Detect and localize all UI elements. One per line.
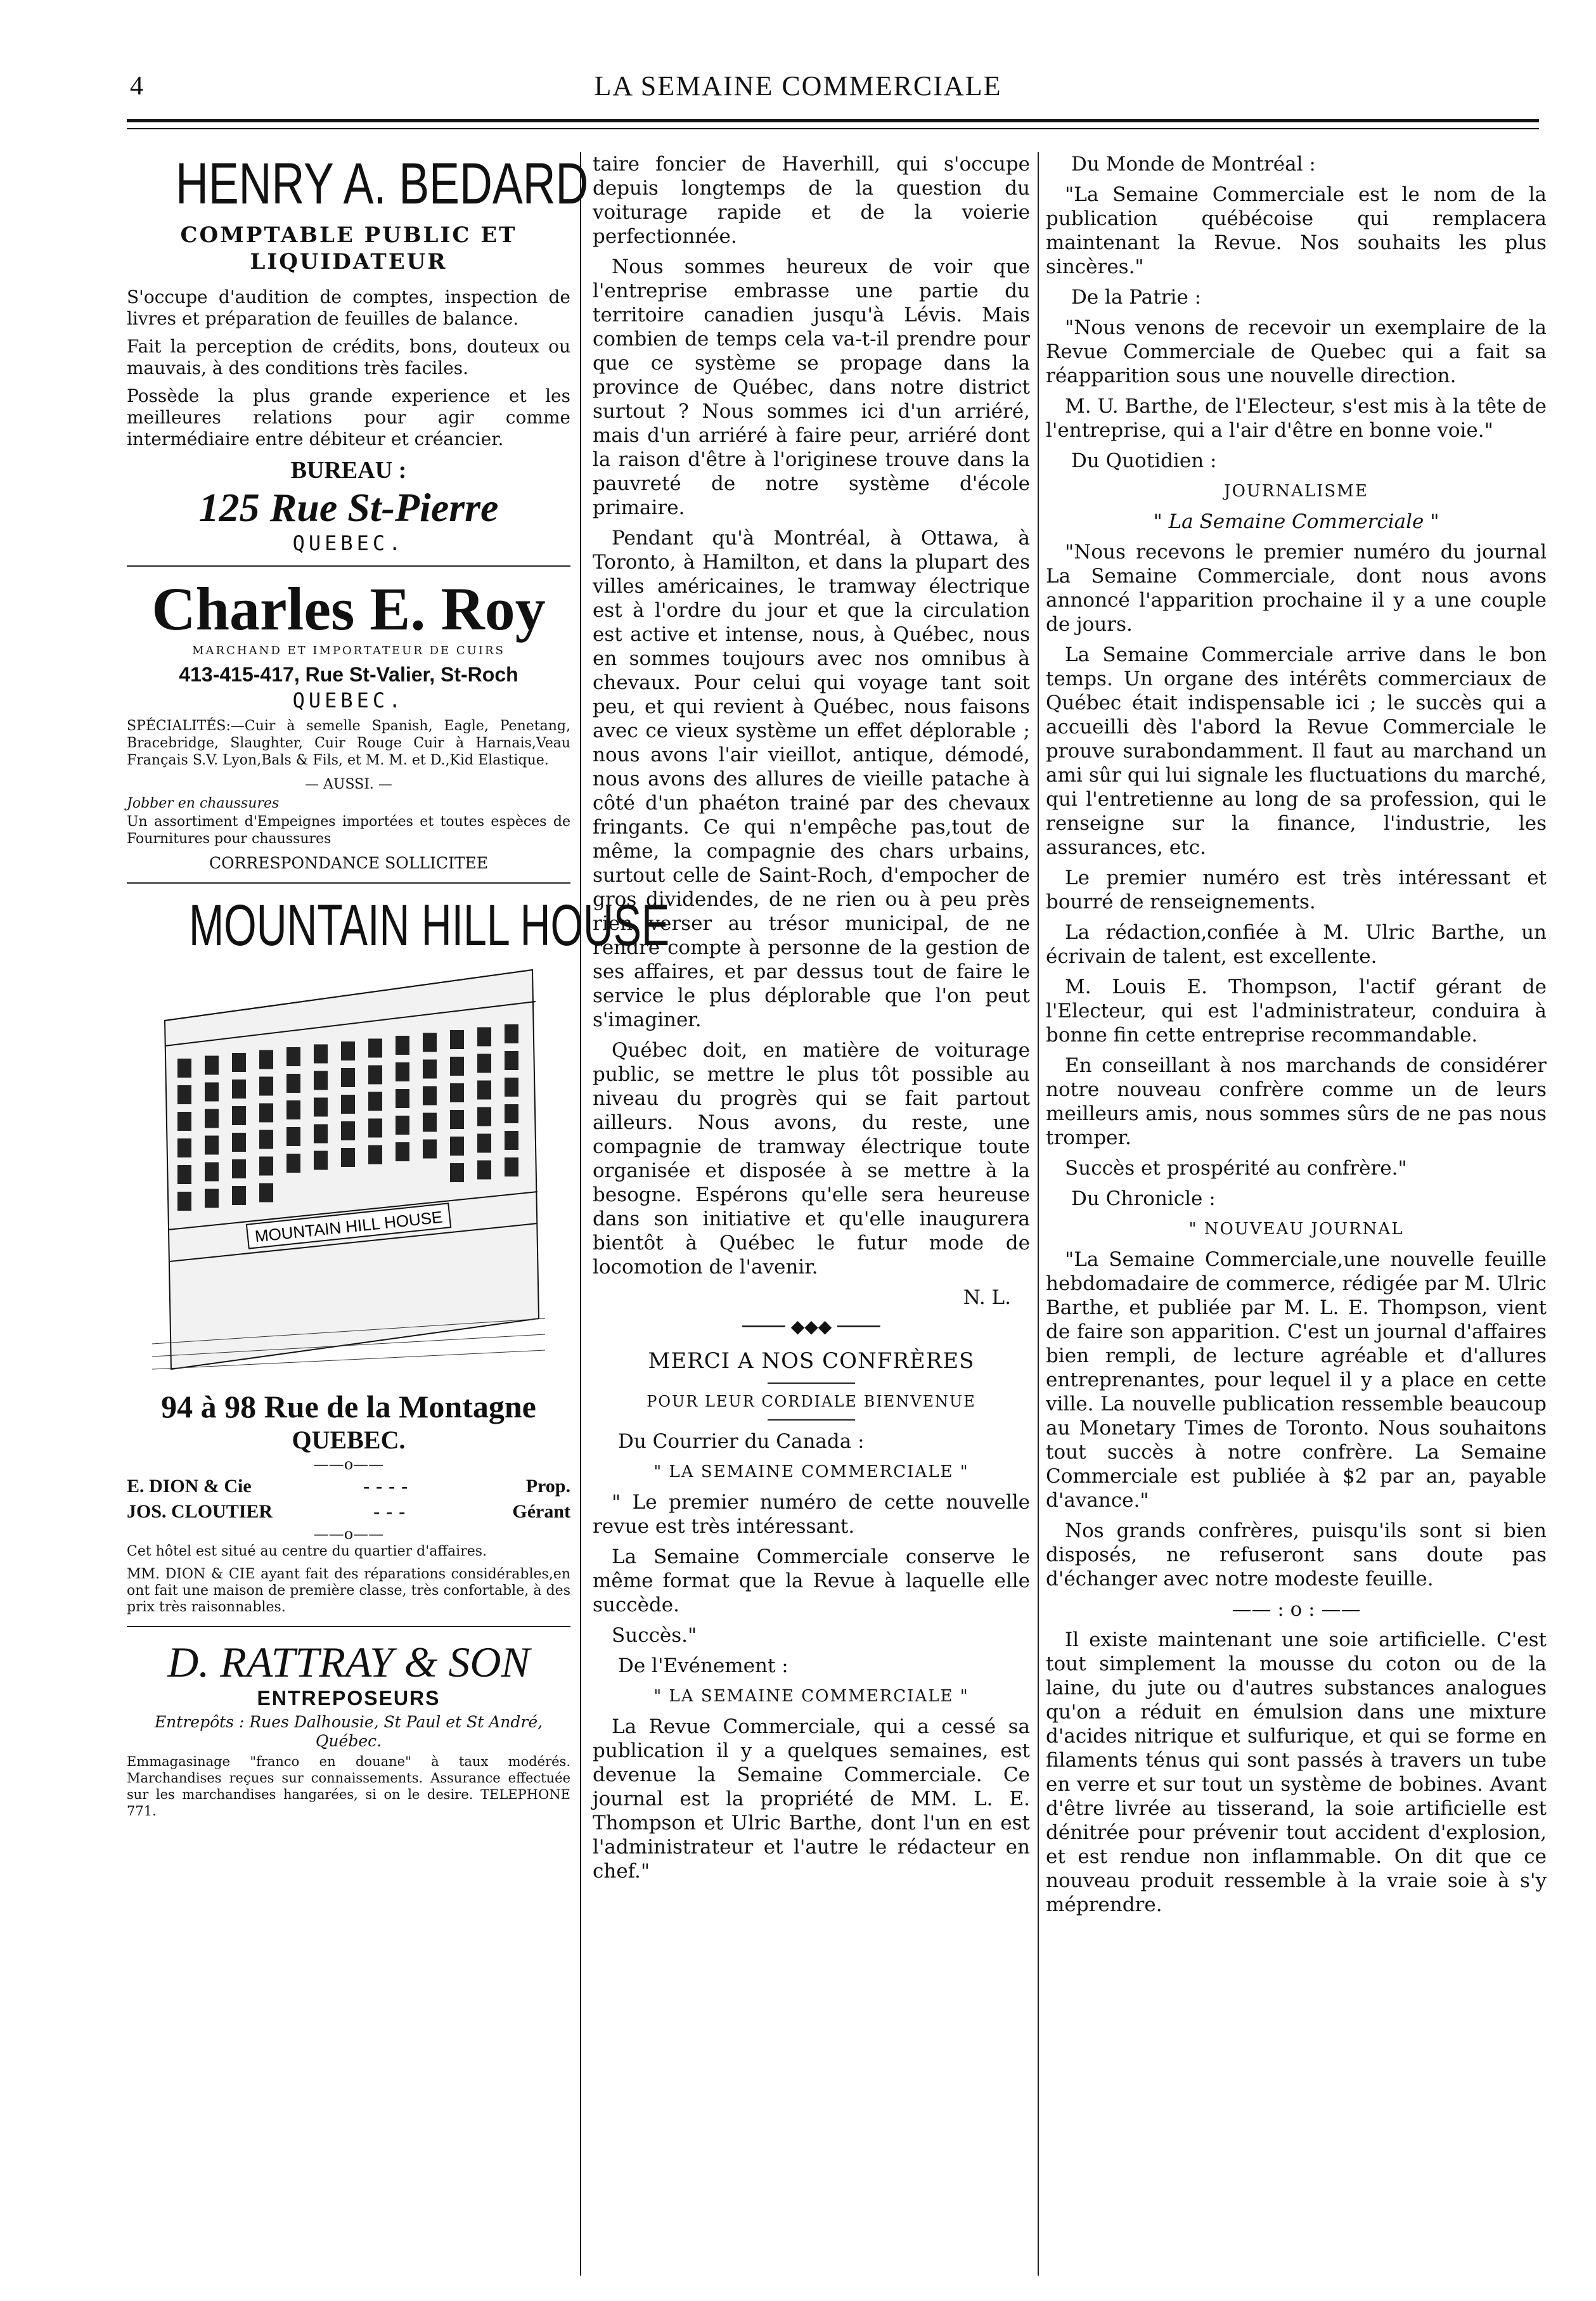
merci-subtitle: POUR LEUR CORDIALE BIENVENUE (647, 1393, 976, 1410)
hotel-window (396, 1142, 409, 1161)
hotel-window (341, 1121, 355, 1140)
roy-specialites: SPÉCIALITÉS:—Cuir à semelle Spanish, Eagle, Penetang, Bracebridge, Slaughter, Cuir Rouge Cuir à Harnais,Veau Français S.V. Lyon,Bals & Fils, et M. M. et D.,Kid Elastique. (127, 718, 570, 768)
hotel-window (314, 1125, 328, 1144)
hotel-window (450, 1163, 464, 1182)
hotel-window (450, 1110, 464, 1129)
page-number: 4 (130, 72, 143, 101)
hotel-window (286, 1100, 300, 1119)
hotel-window (477, 1028, 491, 1047)
mountain-deco: ——o—— (313, 1455, 384, 1473)
hotel-window (368, 1066, 382, 1085)
patrie-intro: De la Patrie : (1071, 286, 1202, 309)
hotel-window (286, 1154, 300, 1173)
hotel-window (177, 1138, 191, 1157)
hotel-window (505, 1024, 518, 1043)
quotidien-para-6: En conseillant à nos marchands de considérer notre nouveau confrère comme un de leurs meilleurs amis, nous sommes sûrs de ne pas nous tromper. (1046, 1054, 1547, 1149)
bedard-para-2: Fait la perception de crédits, bons, douteux ou mauvais, à des conditions très faciles. (127, 336, 570, 378)
hotel-window (259, 1157, 273, 1176)
evenement-para-1: La Revue Commerciale, qui a cessé sa publication il y a quelques semaines, est devenue la Semaine Commerciale. Ce journal est la propriété de MM. L. E. Thompson et Ulric Barthe, dont l'un en est l'administrateur et l'autre le rédacteur en chef." (593, 1715, 1030, 1883)
patrie-para-1: "Nous venons de recevoir un exemplaire de la Revue Commerciale de Quebec qui a fait sa réapparition sous une nouvelle direction. (1046, 316, 1547, 387)
roy-correspondance: CORRESPONDANCE SOLLICITEE (209, 854, 488, 872)
roy-name: Charles E. Roy (151, 575, 546, 643)
hotel-window (314, 1045, 328, 1064)
proprietor-line: E. DION & Cie ---- Prop. (127, 1474, 570, 1499)
hotel-window (341, 1095, 355, 1114)
hotel-window (259, 1050, 273, 1069)
manager-line: JOS. CLOUTIER --- Gérant (127, 1499, 570, 1524)
section-divider: —— : o : —— (1232, 1598, 1361, 1621)
hotel-window (368, 1092, 382, 1111)
mountain-deco-2: ——o—— (313, 1525, 384, 1543)
rattray-name: D. RATTRAY & SON (167, 1638, 530, 1686)
monde-intro: Du Monde de Montréal : (1071, 153, 1316, 176)
quotidien-sub: " La Semaine Commerciale " (1153, 510, 1439, 533)
rattray-ad (127, 1637, 570, 1819)
tramway-signature: N. L. (963, 1286, 1011, 1309)
hotel-window (423, 1086, 437, 1105)
hotel-window (232, 1053, 246, 1072)
quotidien-head: JOURNALISME (1224, 482, 1368, 501)
manager-role: Gérant (512, 1501, 570, 1522)
tramway-para-4: Québec doit, en matière de voiturage public, se mettre le plus tôt possible au niveau du progrès qui se fait partout ailleurs. Nous avons, du reste, une compagnie de tramway électrique toute organisée et disposée à se mettre à la besogne. Espérons qu'elle sera heureuse dans son initiative et qu'elle inaugurera bientôt à Québec le futur mode de locomotion de l'avenir. (593, 1039, 1030, 1279)
hotel-window (177, 1192, 191, 1211)
quotidien-para-7: Succès et prospérité au confrère." (1065, 1157, 1407, 1180)
mountain-para-2: MM. DION & CIE ayant fait des réparations considérables,en ont fait une maison de première classe, très confortable, à des prix très raisonnables. (127, 1566, 570, 1615)
bedard-ad (127, 151, 589, 555)
hotel-window (232, 1080, 246, 1099)
hotel-window (505, 1078, 518, 1097)
bedard-para-1: S'occupe d'audition de comptes, inspection de livres et préparation de feuilles de balance. (127, 287, 570, 329)
chronicle-para: "La Semaine Commerciale,une nouvelle feuille hebdomadaire de commerce, rédigée par M. Ulric Barthe, et publiée par M. L. E. Thompson, vient de faire son apparition. C'est un journal d'affaires bien rempli, de lecture agréable et d'allures entreprenantes, pour lequel il y a place en cette ville. La nouvelle publication ressemble beaucoup au Monetary Times de Toronto. Nous souhaitons tout succès à notre confrère. La Semaine Commerciale est publiée à $2 par an, payable d'avance." (1046, 1248, 1547, 1512)
hotel-window (505, 1131, 518, 1150)
hotel-window (286, 1047, 300, 1066)
mountain-para-1: Cet hôtel est situé au centre du quartier d'affaires. (127, 1544, 487, 1559)
bedard-address: 125 Rue St-Pierre (198, 485, 499, 530)
closing-para: Nos grands confrères, puisqu'ils sont si bien disposés, ne refuseront sans doute pas d'échanger avec notre modeste feuille. (1046, 1519, 1547, 1590)
hotel-window (232, 1106, 246, 1125)
hotel-window (477, 1161, 491, 1180)
hotel-window (368, 1119, 382, 1138)
roy-address: 413-415-417, Rue St-Valier, St-Roch (179, 663, 518, 686)
hotel-window (341, 1148, 355, 1167)
hotel-window (396, 1116, 409, 1135)
monde-para: "La Semaine Commerciale est le nom de la publication québécoise qui remplacera maintenant la Revue. Nos souhaits les plus sincères." (1046, 183, 1547, 278)
hotel-window (505, 1104, 518, 1123)
hotel-window (450, 1030, 464, 1049)
hotel-window (205, 1163, 219, 1182)
roy-jobber: Jobber en chaussures (127, 796, 280, 811)
hotel-window (205, 1189, 219, 1208)
hotel-window (259, 1077, 273, 1096)
quotidien-intro: Du Quotidien : (1071, 449, 1217, 472)
proprietor-role: Prop. (525, 1476, 570, 1497)
hotel-window (286, 1074, 300, 1093)
hotel-window (314, 1098, 328, 1117)
mountain-name: MOUNTAIN HILL HOUSE (189, 893, 670, 958)
hotel-window (505, 1051, 518, 1070)
hotel-window (450, 1083, 464, 1102)
rattray-depots: Entrepôts : Rues Dalhousie, St Paul et St André, Québec. (154, 1713, 543, 1750)
bedard-city: QUEBEC. (292, 531, 405, 555)
patrie-para-2: M. U. Barthe, de l'Electeur, s'est mis à la tête de l'entreprise, qui a l'air d'être en bonne voie." (1046, 395, 1547, 442)
article-column-middle (593, 152, 1030, 2276)
hotel-window (259, 1183, 273, 1202)
roy-ad (127, 577, 570, 872)
hotel-window (259, 1104, 273, 1123)
courrier-para-2: La Semaine Commerciale conserve le même format que la Revue à laquelle elle succède. (593, 1545, 1030, 1616)
article-column-right (1046, 152, 1547, 2276)
roy-aussi: — AUSSI. — (305, 777, 392, 792)
hotel-window (286, 1127, 300, 1146)
proprietor-name: E. DION & Cie (127, 1476, 252, 1497)
hotel-window (423, 1140, 437, 1159)
quotidien-para-2: La Semaine Commerciale arrive dans le bon temps. Un organe des intérêts commerciaux de Québec était indispensable ici ; le succès qui a accueilli dès l'abord la Revue Commerciale le prouve surabondamment. Il faut au marchand un ami sûr qui lui signale les fluctuations du marché, qui l'entretienne au long de sa profession, qui le renseigne sur la finance, l'industrie, les assurances, etc. (1046, 643, 1547, 859)
hotel-window (314, 1071, 328, 1090)
hotel-window (205, 1083, 219, 1102)
roy-city: QUEBEC. (292, 688, 405, 712)
hotel-window (177, 1085, 191, 1104)
hotel-window (396, 1089, 409, 1108)
rattray-trade: ENTREPOSEURS (257, 1687, 441, 1710)
soie-para: Il existe maintenant une soie artificielle. C'est tout simplement la mousse du coton ou de la laine, du jute ou d'autres substances analogues qu'on a réduit en émulsion dans une mixture d'acides nitrique et sulfurique, et qui se forme en filaments ténus qui sont passés à travers un tube en verre et sur tout un système de bobines. Avant d'être livrée au tisserand, la soie artificielle est dénitrée pour prévenir tout accident d'explosion, et est rendue non inflammable. On dit que ce nouveau produit ressemble à la vraie soie à s'y méprendre. (1046, 1628, 1547, 1916)
courrier-head: " LA SEMAINE COMMERCIALE " (653, 1462, 969, 1481)
courrier-para-3: Succès." (612, 1624, 697, 1647)
quotidien-para-4: La rédaction,confiée à M. Ulric Barthe, un écrivain de talent, est excellente. (1046, 921, 1547, 968)
mountain-address: 94 à 98 Rue de la Montagne (161, 1389, 536, 1424)
courrier-intro: Du Courrier du Canada : (618, 1430, 865, 1453)
bedard-para-3: Possède la plus grande experience et les meilleures relations pour agir comme intermédiaire entre débiteur et créancier. (127, 385, 570, 449)
bedard-bureau: BUREAU : (290, 457, 407, 484)
hotel-window (450, 1057, 464, 1076)
merci-title: MERCI A NOS CONFRÈRES (648, 1348, 975, 1374)
bedard-name: HENRY A. BEDARD (176, 151, 589, 216)
hotel-window (205, 1056, 219, 1075)
hotel-window (423, 1060, 437, 1079)
hotel-window (423, 1113, 437, 1132)
mountain-hill-ad (127, 893, 670, 1616)
hotel-window (423, 1033, 437, 1052)
roy-trade: MARCHAND ET IMPORTATEUR DE CUIRS (192, 644, 505, 657)
hotel-window (396, 1062, 409, 1081)
masthead-title: LA SEMAINE COMMERCIALE (594, 70, 1002, 101)
hotel-window (232, 1186, 246, 1205)
courrier-para-1: " Le premier numéro de cette nouvelle revue est très intéressant. (593, 1491, 1030, 1538)
hotel-window (477, 1081, 491, 1100)
hotel-window (232, 1133, 246, 1152)
quotidien-para-5: M. Louis E. Thompson, l'actif gérant de l'Electeur, qui est l'administrateur, conduira à bonne fin cette entreprise recommandable. (1046, 976, 1547, 1047)
rattray-details: Emmagasinage "franco en douane" à taux modérés. Marchandises reçues sur connaissements. Assurance effectuée sur les marchandises hangarées, si on le desire. TELEPHONE 771. (127, 1754, 570, 1819)
tramway-para-2: Nous sommes heureux de voir que l'entreprise embrasse une partie du territoire canadien jusqu'à Lévis. Mais combien de temps cela va-t-il prendre pour que ce système se propage dans la province de Québec, dans notre district surtout ? Nous sommes ici d'un arriéré, mais d'un arriéré à faire peur, arriéré dont la raison d'être à l'originese trouve dans la pauvreté de notre système d'école primaire. (593, 255, 1030, 519)
hotel-window (205, 1136, 219, 1155)
tramway-para-1: taire foncier de Haverhill, qui s'occupe depuis longtemps de la question du voiturage rapide et de la voierie perfectionnée. (593, 153, 1030, 248)
hotel-window (177, 1112, 191, 1131)
hotel-window (205, 1109, 219, 1128)
hotel-window (259, 1130, 273, 1149)
hotel-window (368, 1039, 382, 1058)
hotel-window (368, 1145, 382, 1164)
quotidien-para-1: "Nous recevons le premier numéro du journal La Semaine Commerciale, dont nous avons annoncé l'apparition prochaine il y a une couple de jours. (1046, 541, 1547, 636)
roy-assortiment: Un assortiment d'Empeignes importées et toutes espèces de Fournitures pour chaussures (127, 814, 570, 847)
hotel-window (232, 1159, 246, 1178)
hotel-sign-text: MOUNTAIN HILL HOUSE (254, 1207, 444, 1246)
hotel-engraving (152, 964, 545, 1376)
mountain-city: QUEBEC. (292, 1426, 406, 1454)
hotel-window (314, 1151, 328, 1170)
chronicle-intro: Du Chronicle : (1071, 1187, 1216, 1210)
hotel-window (477, 1134, 491, 1153)
quotidien-para-3: Le premier numéro est très intéressant et bourré de renseignements. (1046, 867, 1547, 913)
hotel-window (177, 1059, 191, 1078)
hotel-window (477, 1054, 491, 1073)
hotel-window (341, 1041, 355, 1060)
ornamental-divider: ──── ◆◆◆ ──── (742, 1316, 880, 1337)
hotel-window (341, 1068, 355, 1087)
chronicle-head: " NOUVEAU JOURNAL (1188, 1220, 1404, 1239)
hotel-window (396, 1036, 409, 1055)
evenement-head: " LA SEMAINE COMMERCIALE " (653, 1687, 969, 1706)
hotel-window (450, 1137, 464, 1156)
tramway-para-3: Pendant qu'à Montréal, à Ottawa, à Toronto, à Hamilton, et dans la plupart des villes américaines, le tramway électrique est à l'ordre du jour et que la circulation est active et intense, nous, à Québec, nous en sommes toujours avec nos omnibus à chevaux. Pour celui qui voyage tant soit peu, et qui revient à Québec, nous faisons avec ce vieux système un effet déplorable ; nous avons l'air vieillot, antique, démodé, nous avons des allures de vieille patache à côté d'un phaéton trainé par des chevaux fringants. Ce qui n'empêche pas,tout de même, la compagnie des chars urbains, surtout celle de Saint-Roch, d'empocher de gros dividendes, de ne rien ou à peu près rien verser au trésor municipal, de ne rendre compte à personne de la gestion de ses affaires, et par dessus tout de faire le service le plus déplorable que l'on peut s'imaginer. (593, 527, 1030, 1031)
bedard-profession: COMPTABLE PUBLIC ET LIQUIDATEUR (180, 222, 517, 274)
hotel-window (177, 1165, 191, 1184)
manager-name: JOS. CLOUTIER (127, 1501, 273, 1522)
hotel-window (505, 1157, 518, 1176)
evenement-intro: De l'Evénement : (618, 1654, 788, 1677)
hotel-window (477, 1107, 491, 1126)
